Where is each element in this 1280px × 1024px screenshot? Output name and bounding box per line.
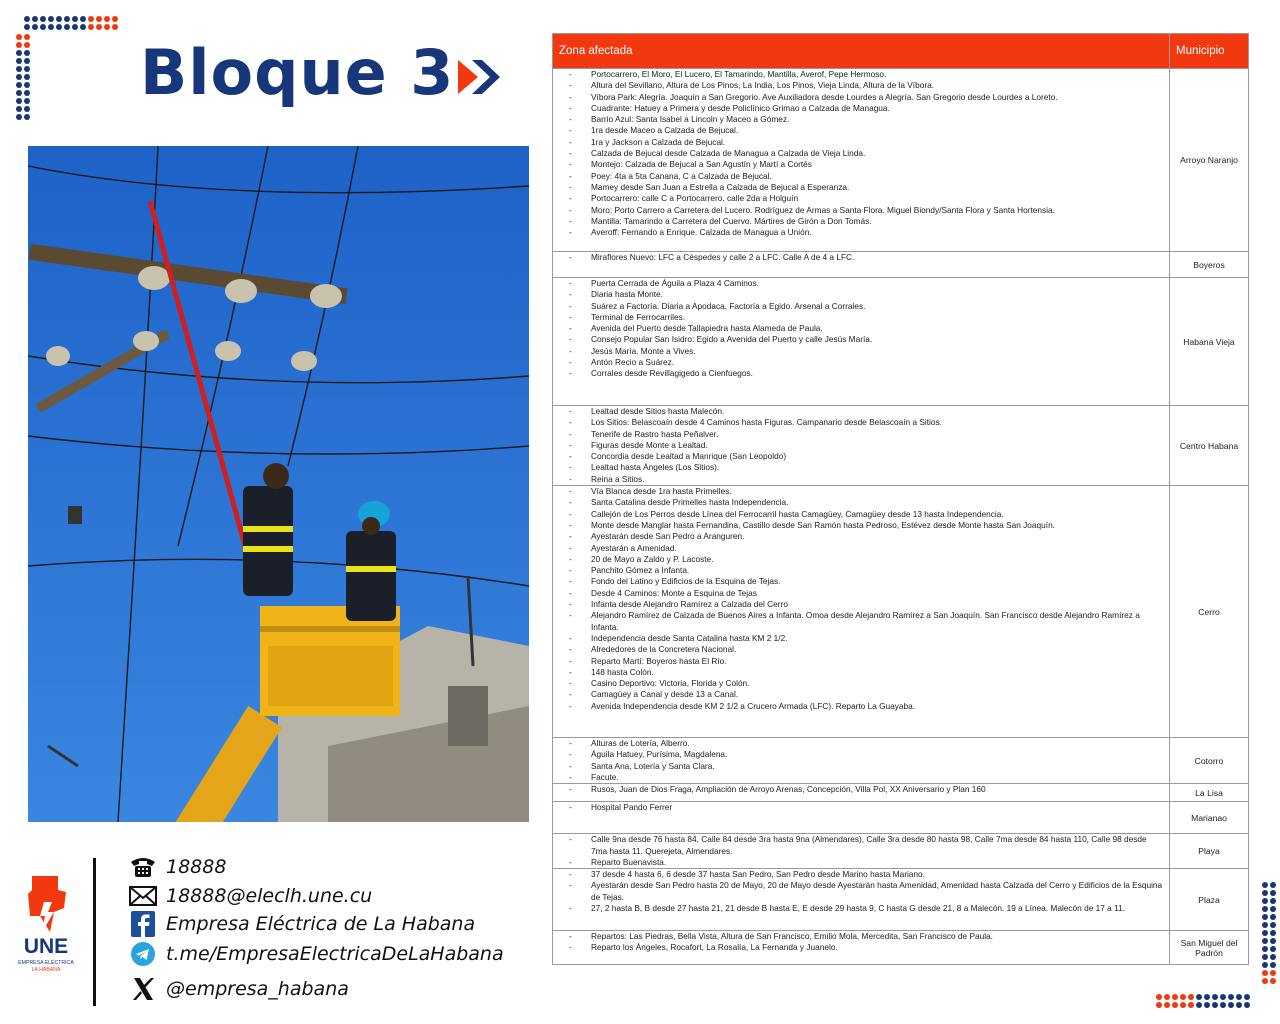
zona-item: - Monte desde Manglar hasta Fernandina, Castillo desde San Ramón hasta Pedroso, Estévez desde Monte hasta San Joaquín. xyxy=(567,520,1165,531)
contact-facebook[interactable] xyxy=(128,911,475,937)
decor-dot xyxy=(48,16,54,22)
decor-dot xyxy=(96,16,102,22)
zona-item: - Portocarrero, El Moro, El Lucero, El Tamarindo, Mantilla, Averof, Pepe Hermoso. xyxy=(567,69,1165,80)
table-row xyxy=(553,406,1249,486)
zona-item: - Lealtad desde Sitios hasta Malecón. xyxy=(567,406,1165,417)
logo-subtitle-1: EMPRESA ELÉCTRICA xyxy=(18,960,74,966)
zona-item: - 37 desde 4 hasta 6, 6 desde 37 hasta San Pedro, San Pedro desde Marino hasta Mariano. xyxy=(567,869,1165,880)
decor-dot xyxy=(1270,906,1276,912)
zona-item: - Alejandro Ramírez de Calzada de Buenos Aires a Infanta. Omoa desde Alejandro Ramírez a San Joaquín. San Francisco desde Alejandro Ramírez a Infanta. xyxy=(567,610,1165,633)
table-row xyxy=(553,869,1249,931)
zona-item: - Cuadrante: Hatuey a Primera y desde Policlínico Grimao a Calzada de Managua. xyxy=(567,103,1165,114)
municipio-cell: Marianao xyxy=(1170,802,1249,834)
telegram-icon xyxy=(128,941,158,967)
municipio-cell: Boyeros xyxy=(1170,252,1249,278)
decor-dot xyxy=(1212,994,1218,1000)
decor-dot xyxy=(96,24,102,30)
zona-item: - Figuras desde Monte a Lealtad. xyxy=(567,440,1165,451)
zona-item: - Terminal de Ferrocarriles. xyxy=(567,312,1165,323)
table-row xyxy=(553,834,1249,869)
decor-dot xyxy=(1262,930,1268,936)
zona-item: - Consejo Popular San Isidro: Egido a Avenida del Puerto y calle Jesús María. xyxy=(567,334,1165,345)
decor-dot xyxy=(1270,962,1276,968)
zona-item: - Concordia desde Lealtad a Manrique (San Leopoldo) xyxy=(567,451,1165,462)
decor-dot xyxy=(1236,994,1242,1000)
decor-dot xyxy=(1164,994,1170,1000)
zona-item: - Reparto los Ángeles, Rocafort, La Rosalía, La Fernanda y Juanelo. xyxy=(567,942,1165,953)
decor-dot xyxy=(72,24,78,30)
x-handle: @empresa_habana xyxy=(166,978,349,1000)
table-row xyxy=(553,738,1249,784)
decor-dot xyxy=(1188,994,1194,1000)
zona-item: - Los Sitios: Belascoaín desde 4 Caminos hasta Figuras. Campanario desde Belascoaín a Sitios. xyxy=(567,417,1165,428)
header-municipio: Municipio xyxy=(1170,34,1249,69)
decor-dot xyxy=(1172,1002,1178,1008)
zona-item: - Montejo: Calzada de Bejucal a San Agustín y Martí a Cortés xyxy=(567,159,1165,170)
decor-dot xyxy=(72,16,78,22)
zona-item: - Poey: 4ta a 5ta Canana, C a Calzada de Bejucal. xyxy=(567,171,1165,182)
decor-dot xyxy=(24,114,30,120)
decor-dot xyxy=(48,24,54,30)
table-row xyxy=(553,252,1249,278)
zona-cell xyxy=(553,738,1170,784)
zona-item: - Reparto Buenavista. xyxy=(567,857,1165,868)
decor-dot xyxy=(1172,994,1178,1000)
decor-dot xyxy=(104,16,110,22)
zona-list xyxy=(553,486,1169,712)
zona-cell xyxy=(553,486,1170,738)
table-header-row xyxy=(553,34,1249,69)
decor-dot xyxy=(24,90,30,96)
contact-email[interactable] xyxy=(128,883,372,909)
zona-item: - Barrio Azul: Santa Isabel a Lincoln y Maceo a Gómez. xyxy=(567,114,1165,125)
table-row xyxy=(553,278,1249,406)
email-icon xyxy=(128,883,158,909)
play-icon xyxy=(452,56,502,98)
zona-cell xyxy=(553,834,1170,869)
decor-dot xyxy=(1262,938,1268,944)
zona-item: - Independencia desde Santa Catalina hasta KM 2 1/2. xyxy=(567,633,1165,644)
zona-item: - Lealtad hasta Ángeles (Los Sitios). xyxy=(567,462,1165,473)
decor-dot xyxy=(56,24,62,30)
zona-item: - Antón Recio a Suárez. xyxy=(567,357,1165,368)
zona-list xyxy=(553,738,1169,783)
zona-item: - Calzada de Bejucal desde Calzada de Managua a Calzada de Vieja Linda. xyxy=(567,148,1165,159)
decor-dot xyxy=(24,82,30,88)
decor-dot xyxy=(112,16,118,22)
zona-item: - Ayestarán desde San Pedro a Aranguren. xyxy=(567,531,1165,542)
decor-dot xyxy=(24,16,30,22)
zona-item: - Ayestarán desde San Pedro hasta 20 de Mayo, 20 de Mayo desde Ayestarán hasta Amenidad, Amenidad hasta Calzada del Cerro y Edificios de la Esquina de Tejas. xyxy=(567,880,1165,903)
decor-dot xyxy=(40,24,46,30)
decor-dot xyxy=(1262,978,1268,984)
zona-item: - Diaria hasta Monte. xyxy=(567,289,1165,300)
zona-item: - Reparto Martí: Boyeros hasta El Río. xyxy=(567,656,1165,667)
zona-item: - Avenida Independencia desde KM 2 1/2 a Crucero Armada (LFC). Reparto La Guayaba. xyxy=(567,701,1165,712)
decor-dot xyxy=(1270,946,1276,952)
zona-item: - Panchito Gómez a Infanta. xyxy=(567,565,1165,576)
decor-dot xyxy=(1204,1002,1210,1008)
decor-dot xyxy=(1262,962,1268,968)
decor-dot xyxy=(16,42,22,48)
decor-dot xyxy=(1270,890,1276,896)
municipio-cell: Centro Habana xyxy=(1170,406,1249,486)
zona-item: - Alrededores de la Concretera Nacional. xyxy=(567,644,1165,655)
zona-item: - 1ra desde Maceo a Calzada de Bejucal. xyxy=(567,125,1165,136)
zona-item: - Mantilla: Tamarindo a Carretera del Cuervo. Mártires de Girón a Don Tomás. xyxy=(567,216,1165,227)
zona-item: - Suárez a Factoría. Diaria a Apodaca. Factoría a Egido. Arsenal a Corrales. xyxy=(567,301,1165,312)
zona-item: - Portocarrero: calle C a Portocarrero, calle 2da a Holguín xyxy=(567,193,1165,204)
decor-dot xyxy=(112,24,118,30)
zona-item: - Altura del Sevillano, Altura de Los Pinos, La India, Los Pinos, Vieja Linda, Altura de la Víbora. xyxy=(567,80,1165,91)
decor-dot xyxy=(1270,930,1276,936)
decor-dot xyxy=(1262,898,1268,904)
zona-item: - Ayestarán a Amenidad. xyxy=(567,543,1165,554)
municipio-cell: Plaza xyxy=(1170,869,1249,931)
decor-dot xyxy=(1262,954,1268,960)
zona-cell xyxy=(553,931,1170,965)
municipio-cell: San Miguel del Padrón xyxy=(1170,931,1249,965)
decor-dot xyxy=(1262,906,1268,912)
decor-dot xyxy=(40,16,46,22)
decor-dot xyxy=(1262,914,1268,920)
zona-list xyxy=(553,252,1169,263)
decor-dot xyxy=(104,24,110,30)
contact-telegram[interactable] xyxy=(128,941,504,967)
decor-dot xyxy=(80,16,86,22)
decor-dot xyxy=(1196,1002,1202,1008)
decor-dot xyxy=(24,106,30,112)
facebook-page: Empresa Eléctrica de La Habana xyxy=(166,913,476,935)
zona-item: - Calle 9na desde 76 hasta 84, Calle 84 desde 3ra hasta 9na (Almendares), Calle 3ra desde 80 hasta 98, Calle 7ma desde 84 hasta 110, Calle 98 desde 7ma hasta 11. Querejeta, Almendares. xyxy=(567,834,1165,857)
decor-dot xyxy=(16,66,22,72)
decor-dot xyxy=(32,24,38,30)
zona-item: - Avenida del Puerto desde Tallapiedra hasta Alameda de Paula. xyxy=(567,323,1165,334)
decor-dot xyxy=(1164,1002,1170,1008)
logo-text: UNE xyxy=(23,935,69,958)
decor-dot xyxy=(1270,882,1276,888)
zona-item: - Hospital Pando Ferrer xyxy=(567,802,1165,813)
zona-item: - Moro: Porto Carrero a Carretera del Lucero. Rodríguez de Armas a Santa Flora. Miguel Biondy/Santa Flora y Santa Hortensia. xyxy=(567,205,1165,216)
decor-dot xyxy=(24,50,30,56)
decor-dot xyxy=(24,24,30,30)
zona-list xyxy=(553,802,1169,813)
decor-dot xyxy=(1220,1002,1226,1008)
zona-cell xyxy=(553,802,1170,834)
zona-item: - Reina a Sitios. xyxy=(567,474,1165,485)
decor-dot xyxy=(1270,970,1276,976)
zona-item: - Puerta Cerrada de Águila a Plaza 4 Caminos. xyxy=(567,278,1165,289)
decor-dot xyxy=(24,74,30,80)
zona-list xyxy=(553,69,1169,238)
zona-item: - Miraflores Nuevo: LFC a Céspedes y calle 2 a LFC. Calle A de 4 a LFC. xyxy=(567,252,1165,263)
table-row xyxy=(553,931,1249,965)
decor-dot xyxy=(1236,1002,1242,1008)
decor-dot xyxy=(1270,898,1276,904)
decor-dot xyxy=(1180,994,1186,1000)
decor-dot xyxy=(16,82,22,88)
decor-dot xyxy=(1228,1002,1234,1008)
page-title: Bloque 3 xyxy=(140,36,455,109)
phone-icon xyxy=(128,854,158,880)
decor-dot xyxy=(16,90,22,96)
zona-item: - Infanta desde Alejandro Ramírez a Calzada del Cerro xyxy=(567,599,1165,610)
table-row xyxy=(553,486,1249,738)
une-logo xyxy=(14,872,78,982)
contact-phone[interactable] xyxy=(128,854,226,880)
decor-dot xyxy=(16,98,22,104)
decor-dot xyxy=(1196,994,1202,1000)
email-address: 18888@eleclh.une.cu xyxy=(166,885,373,907)
zona-item: - 20 de Mayo a Zaldo y P. Lacoste. xyxy=(567,554,1165,565)
zona-item: - 148 hasta Colón. xyxy=(567,667,1165,678)
zona-item: - Facute. xyxy=(567,772,1165,783)
zona-cell xyxy=(553,869,1170,931)
decor-dot xyxy=(64,24,70,30)
decor-dot xyxy=(1262,890,1268,896)
header-zona: Zona afectada xyxy=(553,34,1170,69)
decor-dot xyxy=(1228,994,1234,1000)
decor-dot xyxy=(16,74,22,80)
table-row xyxy=(553,802,1249,834)
decor-dot xyxy=(24,58,30,64)
zona-list xyxy=(553,869,1169,914)
table-row xyxy=(553,784,1249,802)
decor-dot xyxy=(1270,978,1276,984)
zona-item: - Desde 4 Caminos: Monte a Esquina de Tejas xyxy=(567,588,1165,599)
zona-item: - Corrales desde Revillagigedo a Cienfuegos. xyxy=(567,368,1165,379)
zona-item: - 27, 2 hasta B, B desde 27 hasta 21, 21 desde B hasta E, E desde 29 hasta 9, C hasta G desde 21, 8 a Malecón. 19 a Línea. Malecón de 17 a 11. xyxy=(567,903,1165,914)
zona-item: - Alturas de Lotería, Alberro. xyxy=(567,738,1165,749)
zona-list xyxy=(553,834,1169,868)
zona-cell xyxy=(553,69,1170,252)
decor-dot xyxy=(16,106,22,112)
municipio-cell: Playa xyxy=(1170,834,1249,869)
decor-dot xyxy=(1188,1002,1194,1008)
decor-dot xyxy=(1270,938,1276,944)
decor-dot xyxy=(24,42,30,48)
zona-item: - Casino Deportivo: Victoria, Florida y Colón. xyxy=(567,678,1165,689)
decor-dot xyxy=(56,16,62,22)
zona-item: - Fondo del Latino y Edificios de la Esquina de Tejas. xyxy=(567,576,1165,587)
decor-dot xyxy=(1270,914,1276,920)
decor-dot xyxy=(1156,994,1162,1000)
zona-item: - Víbora Park: Alegría. Joaquín a San Gregorio. Ave Auxiliadora desde Lourdes a Alegría. San Gregorio desde Lourdes a Loreto. xyxy=(567,92,1165,103)
decor-dot xyxy=(1180,1002,1186,1008)
municipio-cell: Cotorro xyxy=(1170,738,1249,784)
decor-dot xyxy=(88,24,94,30)
municipio-cell: Cerro xyxy=(1170,486,1249,738)
municipio-cell: Arroyo Naranjo xyxy=(1170,69,1249,252)
zona-item: - Camagüey a Canal y desde 13 a Canal. xyxy=(567,689,1165,700)
decor-dot xyxy=(1270,954,1276,960)
zona-list xyxy=(553,278,1169,380)
decor-dot xyxy=(16,34,22,40)
decor-dot xyxy=(1244,1002,1250,1008)
decor-dot xyxy=(16,50,22,56)
zona-list xyxy=(553,784,1169,795)
zona-item: - Callejón de Los Perros desde Línea del Ferrocarril hasta Camagüey, Camagüey desde 13 hasta Independencia. xyxy=(567,509,1165,520)
zona-item: - Vía Blanca desde 1ra hasta Primelles. xyxy=(567,486,1165,497)
decor-dot xyxy=(1270,922,1276,928)
zona-cell xyxy=(553,406,1170,486)
logo-subtitle-2: LA HABANA xyxy=(31,967,61,973)
zona-item: - 1ra y Jackson a Calzada de Bejucal. xyxy=(567,137,1165,148)
decor-dot xyxy=(32,16,38,22)
decor-dot xyxy=(24,66,30,72)
zona-cell xyxy=(553,278,1170,406)
table-row xyxy=(553,69,1249,252)
telegram-link: t.me/EmpresaElectricaDeLaHabana xyxy=(166,943,504,965)
zona-cell xyxy=(553,784,1170,802)
municipio-cell: Habana Vieja xyxy=(1170,278,1249,406)
decor-dot xyxy=(1262,946,1268,952)
decor-dot xyxy=(80,24,86,30)
zona-list xyxy=(553,931,1169,954)
decor-dot xyxy=(1204,994,1210,1000)
outage-table xyxy=(552,33,1248,965)
decor-dot xyxy=(1156,1002,1162,1008)
zona-item: - Repartos: Las Piedras, Bella Vista, Altura de San Francisco, Emilio Mola, Mercedita, San Francisco de Paula. xyxy=(567,931,1165,942)
zona-item: - Santa Catalina desde Primelles hasta Independencia. xyxy=(567,497,1165,508)
decor-dot xyxy=(24,98,30,104)
decor-dot xyxy=(1262,970,1268,976)
decor-dot xyxy=(1262,922,1268,928)
decor-dot xyxy=(64,16,70,22)
phone-number: 18888 xyxy=(166,856,227,878)
facebook-icon xyxy=(128,911,158,937)
linemen-photo xyxy=(28,146,529,822)
zona-list xyxy=(553,406,1169,485)
decor-dot xyxy=(16,114,22,120)
zona-item: - Jesús María. Monte a Vives. xyxy=(567,346,1165,357)
decor-dot xyxy=(88,16,94,22)
municipio-cell: La Lisa xyxy=(1170,784,1249,802)
decor-dot xyxy=(1262,882,1268,888)
zona-item: - Mamey desde San Juan a Estrella a Calzada de Bejucal a Esperanza. xyxy=(567,182,1165,193)
zona-item: - Águila Hatuey, Purísima, Magdalena. xyxy=(567,749,1165,760)
contact-x[interactable] xyxy=(128,976,349,1002)
decor-dot xyxy=(1220,994,1226,1000)
x-icon xyxy=(128,976,158,1002)
decor-dot xyxy=(24,34,30,40)
decor-dot xyxy=(16,58,22,64)
decor-dot xyxy=(1212,1002,1218,1008)
zona-cell xyxy=(553,252,1170,278)
zona-item: - Averoff: Fernando a Enrique. Calzada de Managua a Unión. xyxy=(567,227,1165,238)
footer-divider xyxy=(93,858,96,1006)
zona-item: - Santa Ana, Lotería y Santa Clara. xyxy=(567,761,1165,772)
zona-item: - Rusos, Juan de Dios Fraga, Ampliación de Arroyo Arenas, Concepción, Villa Pol, XX Aniversario y Plan 160 xyxy=(567,784,1165,795)
zona-item: - Tenerife de Rastro hasta Peñalver. xyxy=(567,429,1165,440)
decor-dot xyxy=(1244,994,1250,1000)
